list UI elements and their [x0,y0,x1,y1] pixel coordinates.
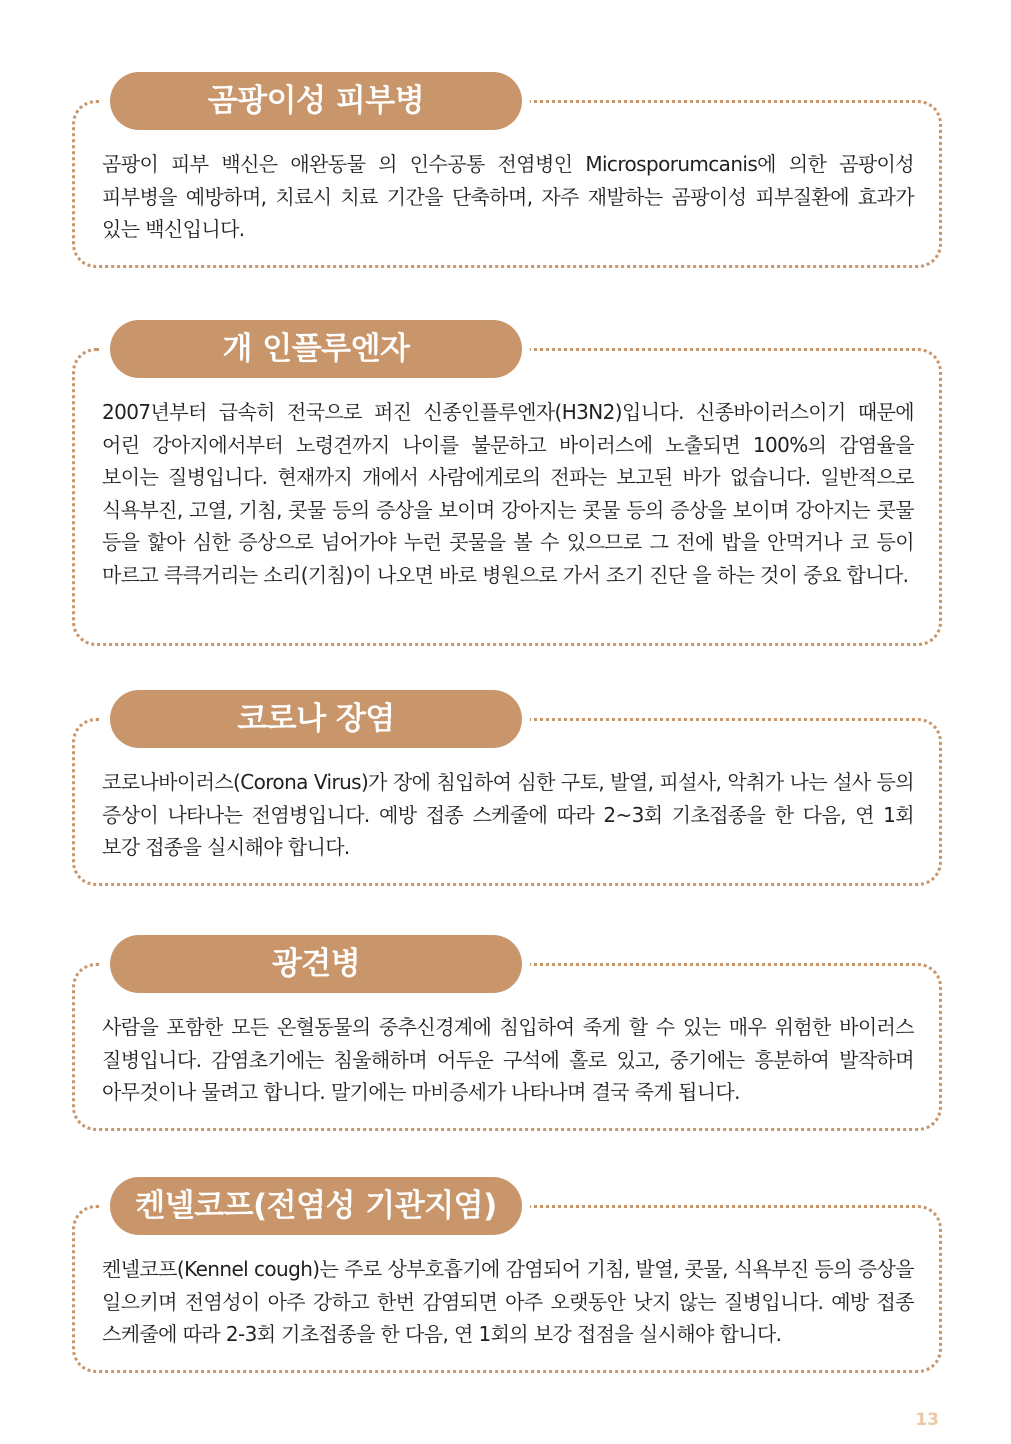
section-body: 사람을 포함한 모든 온혈동물의 중추신경계에 침입하여 죽게 할 수 있는 매우 위험한 바이러스 질병입니다. 감염초기에는 침울해하며 어두운 구석에 홀로 있고, 중기에는 흥분하여 발작하며 아무것이나 물려고 합니다. 말기에는 마비증세가 나타나며 결국 죽게 됩니다. [102,1015,914,1104]
section-title: 켄넬코프(전염성 기관지염) [110,1177,522,1235]
section-title: 코로나 장염 [110,690,522,748]
section-body: 코로나바이러스(Corona Virus)가 장에 침입하여 심한 구토, 발열, 피설사, 악취가 나는 설사 등의 증상이 나타나는 전염병입니다. 예방 접종 스케줄에 따라 2~3회 기초접종을 한 다음, 연 1회 보강 접종을 실시해야 합니다. [102,770,915,859]
section-title: 광견병 [110,935,522,993]
section-body: 켄넬코프(Kennel cough)는 주로 상부호흡기에 감염되어 기침, 발열, 콧물, 식욕부진 등의 증상을 일으키며 전염성이 아주 강하고 한번 감염되면 아주 오랫동안 낫지 않는 질병입니다. 예방 접종 스케줄에 따라 2-3회 기초접종을 한 다음, 연 1회의 보강 접점을 실시해야 합니다. [102,1257,914,1346]
section-body: 2007년부터 급속히 전국으로 퍼진 신종인플루엔자(H3N2)입니다. 신종바이러스이기 때문에 어린 강아지에서부터 노령견까지 나이를 불문하고 바이러스에 노출되면 100%의 감염율을 보이는 질병입니다. 현재까지 개에서 사람에게로의 전파는 보고된 바가 없습니다. 일반적으로 식욕부진, 고열, 기침, 콧물 등의 증상을 보이며 강아지는 콧물 등의 증상을 보이며 강아지는 콧물 등을 핥아 심한 증상으로 넘어가야 누런 콧물을 볼 수 있으므로 그 전에 밥을 안먹거나 코 등이 마르고 큭큭거리는 소리(기침)이 나오면 바로 병원으로 가서 조기 진단 을 하는 것이 중요 합니다. [102,400,914,587]
page-number: 13 [915,1410,939,1430]
section-title: 곰팡이성 피부병 [110,72,522,130]
section-body: 곰팡이 피부 백신은 애완동물 의 인수공통 전염병인 Microsporumcanis에 의한 곰팡이성 피부병을 예방하며, 치료시 치료 기간을 단축하며, 자주 재발하는 곰팡이성 피부질환에 효과가 있는 백신입니다. [102,152,914,241]
section-title: 개 인플루엔자 [110,320,522,378]
